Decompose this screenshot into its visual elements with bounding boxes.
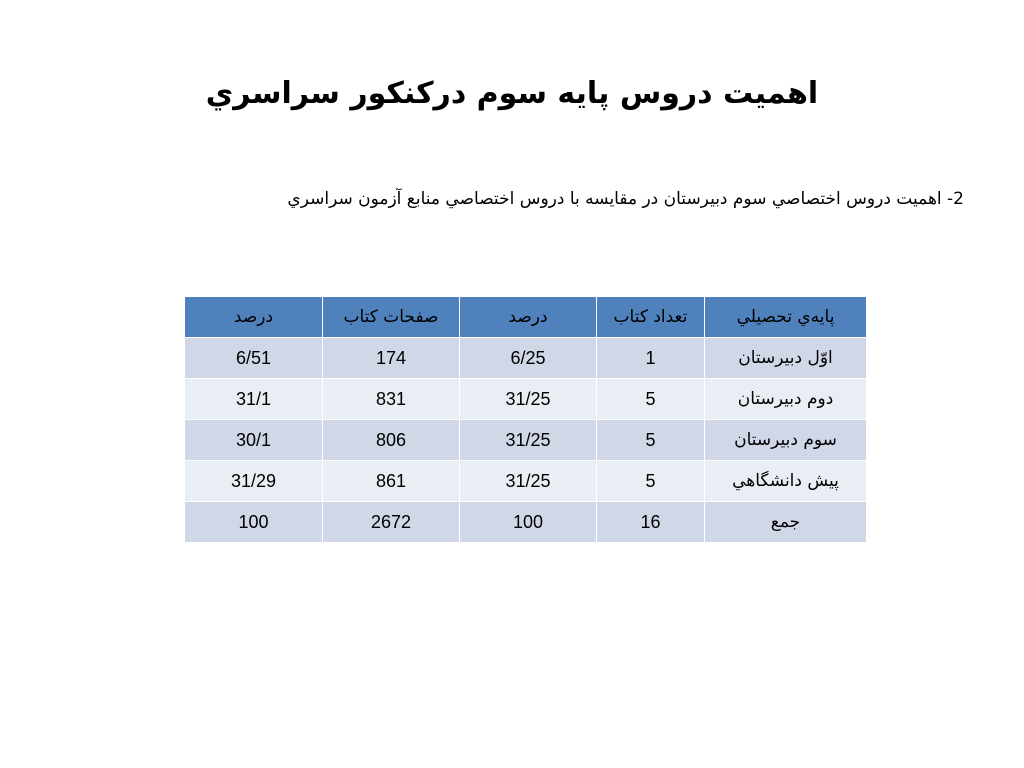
slide-subtitle: 2- اهميت دروس اختصاصي سوم دبيرستان در مقايسه با دروس اختصاصي منابع آزمون سراسري — [287, 189, 964, 209]
cell-percent-books: 31/25 — [460, 379, 597, 420]
cell-percent-pages: 6/51 — [185, 338, 323, 379]
cell-book-pages: 806 — [323, 420, 460, 461]
cell-percent-pages: 30/1 — [185, 420, 323, 461]
cell-percent-books: 6/25 — [460, 338, 597, 379]
cell-level: پيش دانشگاهي — [705, 461, 867, 502]
cell-book-count: 5 — [597, 461, 705, 502]
cell-book-count: 5 — [597, 420, 705, 461]
table-row-total — [185, 502, 867, 543]
cell-book-count: 5 — [597, 379, 705, 420]
cell-percent-pages: 100 — [185, 502, 323, 543]
cell-percent-books: 31/25 — [460, 420, 597, 461]
cell-level: اوّل دبيرستان — [705, 338, 867, 379]
cell-level: دوم دبيرستان — [705, 379, 867, 420]
header-book-count: تعداد کتاب — [597, 297, 705, 338]
cell-percent-pages: 31/29 — [185, 461, 323, 502]
table-row — [185, 461, 867, 502]
cell-book-pages: 2672 — [323, 502, 460, 543]
header-percent-books: درصد — [460, 297, 597, 338]
cell-book-pages: 861 — [323, 461, 460, 502]
cell-level: سوم دبيرستان — [705, 420, 867, 461]
header-book-pages: صفحات کتاب — [323, 297, 460, 338]
header-level: پايه‌ي تحصيلي — [705, 297, 867, 338]
table-row — [185, 420, 867, 461]
stats-table — [184, 296, 867, 543]
table-header-row — [185, 297, 867, 338]
slide-title: اهميت دروس پايه سوم درکنکور سراسري — [205, 76, 819, 111]
cell-level: جمع — [705, 502, 867, 543]
cell-percent-books: 100 — [460, 502, 597, 543]
cell-percent-pages: 31/1 — [185, 379, 323, 420]
cell-book-count: 16 — [597, 502, 705, 543]
table-row — [185, 379, 867, 420]
cell-book-pages: 174 — [323, 338, 460, 379]
cell-percent-books: 31/25 — [460, 461, 597, 502]
cell-book-count: 1 — [597, 338, 705, 379]
cell-book-pages: 831 — [323, 379, 460, 420]
table-row — [185, 338, 867, 379]
header-percent-pages: درصد — [185, 297, 323, 338]
